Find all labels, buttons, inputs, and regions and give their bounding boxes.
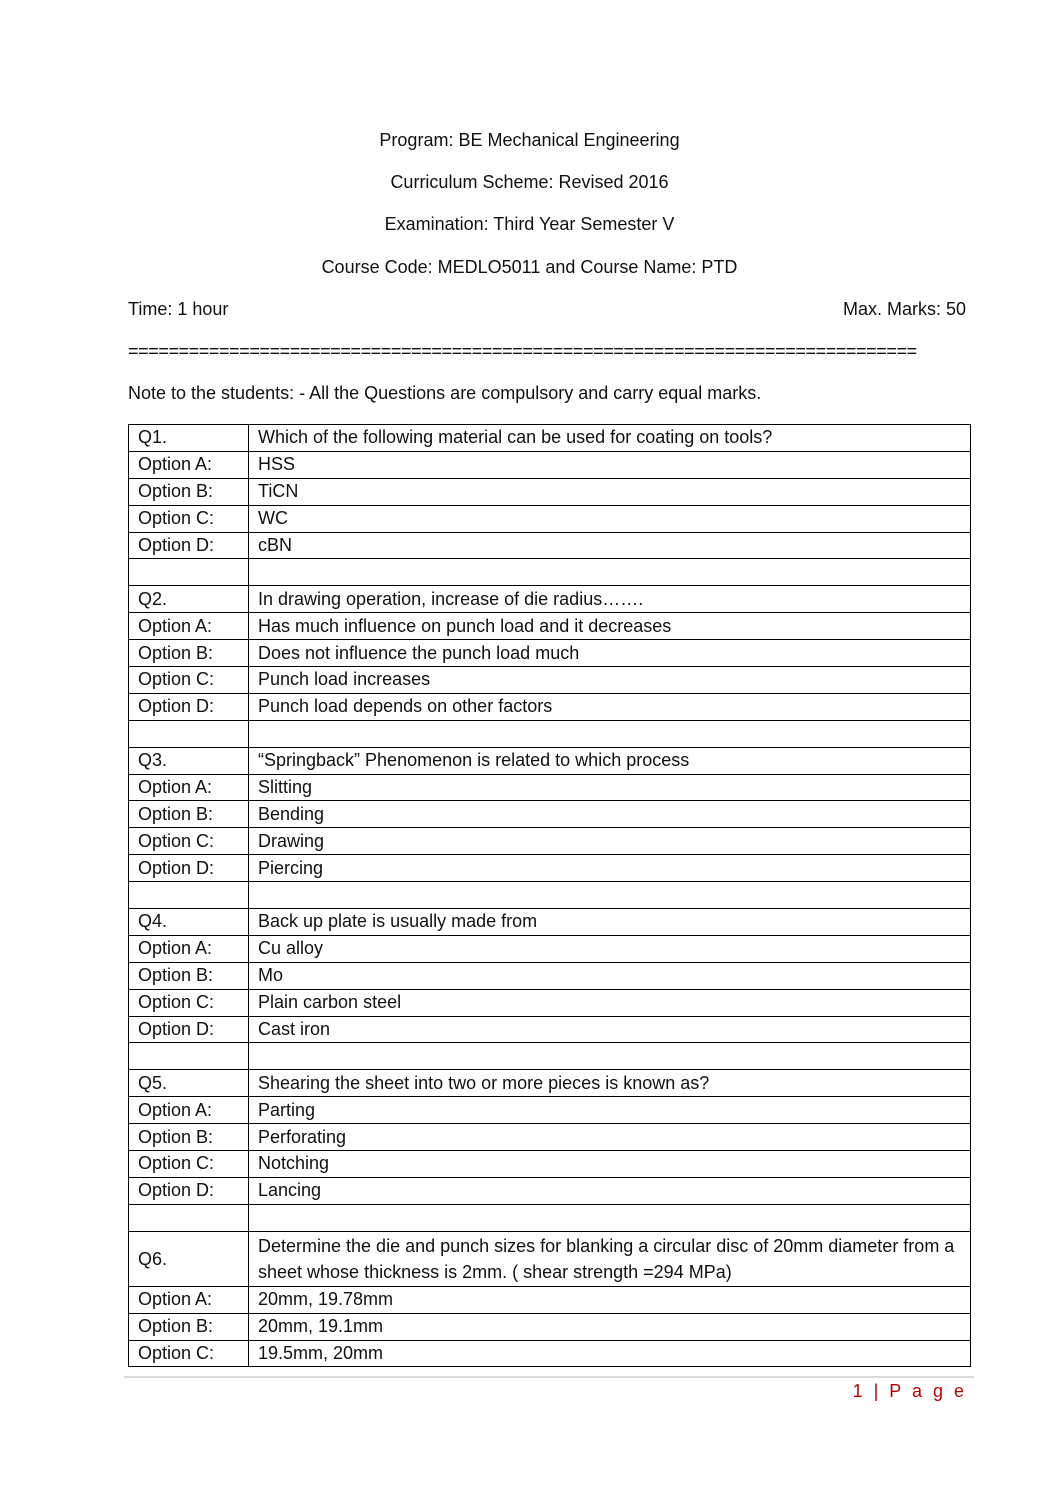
option-row xyxy=(129,1286,971,1313)
option-label: Option D: xyxy=(129,1016,249,1043)
blank-cell xyxy=(249,882,971,909)
option-row xyxy=(129,532,971,559)
time-label: Time: 1 hour xyxy=(128,299,229,319)
question-number: Q5. xyxy=(129,1070,249,1097)
option-text: HSS xyxy=(249,451,971,478)
question-number: Q3. xyxy=(129,747,249,774)
option-text: Parting xyxy=(249,1097,971,1124)
option-label: Option B: xyxy=(129,1124,249,1151)
question-text: “Springback” Phenomenon is related to which process xyxy=(249,747,971,774)
question-number: Q2. xyxy=(129,586,249,613)
student-note: Note to the students: - All the Questions are compulsory and carry equal marks. xyxy=(128,383,762,403)
option-row xyxy=(129,640,971,667)
option-row xyxy=(129,1340,971,1367)
option-row xyxy=(129,1124,971,1151)
max-marks-label: Max. Marks: 50 xyxy=(842,299,966,319)
option-label: Option C: xyxy=(129,1151,249,1178)
blank-row xyxy=(129,882,971,909)
option-text: Cast iron xyxy=(249,1016,971,1043)
option-text: Mo xyxy=(249,962,971,989)
option-text: Does not influence the punch load much xyxy=(249,640,971,667)
option-label: Option A: xyxy=(129,1097,249,1124)
question-number: Q6. xyxy=(129,1231,249,1286)
examination-line: Examination: Third Year Semester V xyxy=(384,214,675,234)
option-text: TiCN xyxy=(249,478,971,505)
option-label: Option B: xyxy=(129,478,249,505)
option-row xyxy=(129,962,971,989)
option-text: 20mm, 19.1mm xyxy=(249,1313,971,1340)
option-label: Option B: xyxy=(129,801,249,828)
question-row xyxy=(129,425,971,452)
option-label: Option A: xyxy=(129,1286,249,1313)
option-row xyxy=(129,667,971,694)
option-row xyxy=(129,505,971,532)
option-row xyxy=(129,693,971,720)
blank-row xyxy=(129,1043,971,1070)
option-label: Option C: xyxy=(129,667,249,694)
question-row xyxy=(129,747,971,774)
option-label: Option D: xyxy=(129,855,249,882)
option-row xyxy=(129,1016,971,1043)
blank-row xyxy=(129,720,971,747)
option-text: 20mm, 19.78mm xyxy=(249,1286,971,1313)
option-label: Option C: xyxy=(129,1340,249,1367)
option-text: Perforating xyxy=(249,1124,971,1151)
option-label: Option B: xyxy=(129,962,249,989)
option-row xyxy=(129,801,971,828)
option-text: Cu alloy xyxy=(249,935,971,962)
option-text: Plain carbon steel xyxy=(249,989,971,1016)
blank-cell xyxy=(129,882,249,909)
question-text: Back up plate is usually made from xyxy=(249,909,971,936)
blank-cell xyxy=(249,1043,971,1070)
question-row xyxy=(129,909,971,936)
option-row xyxy=(129,828,971,855)
option-label: Option C: xyxy=(129,505,249,532)
option-row xyxy=(129,451,971,478)
option-row xyxy=(129,1313,971,1340)
blank-row xyxy=(129,559,971,586)
option-label: Option B: xyxy=(129,1313,249,1340)
question-row xyxy=(129,586,971,613)
option-label: Option D: xyxy=(129,1177,249,1204)
option-text: Piercing xyxy=(249,855,971,882)
separator-line: ============================================================================== xyxy=(128,341,917,361)
course-line: Course Code: MEDLO5011 and Course Name: PTD xyxy=(321,257,738,277)
blank-row xyxy=(129,1204,971,1231)
question-number: Q4. xyxy=(129,909,249,936)
option-label: Option D: xyxy=(129,693,249,720)
option-row xyxy=(129,613,971,640)
question-number: Q1. xyxy=(129,425,249,452)
blank-cell xyxy=(249,1204,971,1231)
option-text: Punch load increases xyxy=(249,667,971,694)
question-text: Determine the die and punch sizes for blanking a circular disc of 20mm diameter from a sheet whose thickness is 2mm. ( shear strength =294 MPa) xyxy=(249,1231,971,1286)
option-text: 19.5mm, 20mm xyxy=(249,1340,971,1367)
blank-cell xyxy=(249,720,971,747)
option-label: Option A: xyxy=(129,451,249,478)
blank-cell xyxy=(129,720,249,747)
question-row xyxy=(129,1231,971,1286)
blank-cell xyxy=(249,559,971,586)
question-row xyxy=(129,1070,971,1097)
option-text: Punch load depends on other factors xyxy=(249,693,971,720)
option-row xyxy=(129,935,971,962)
option-row xyxy=(129,855,971,882)
scheme-line: Curriculum Scheme: Revised 2016 xyxy=(390,172,669,192)
option-row xyxy=(129,478,971,505)
question-text: In drawing operation, increase of die radius……. xyxy=(249,586,971,613)
option-row xyxy=(129,1097,971,1124)
option-label: Option D: xyxy=(129,532,249,559)
option-row xyxy=(129,1151,971,1178)
program-line: Program: BE Mechanical Engineering xyxy=(379,130,680,150)
option-row xyxy=(129,1177,971,1204)
option-row xyxy=(129,989,971,1016)
option-text: Has much influence on punch load and it decreases xyxy=(249,613,971,640)
option-text: Drawing xyxy=(249,828,971,855)
question-text: Which of the following material can be used for coating on tools? xyxy=(249,425,971,452)
option-text: Lancing xyxy=(249,1177,971,1204)
option-row xyxy=(129,774,971,801)
page-number: 1 | P a g e xyxy=(852,1381,967,1401)
option-label: Option C: xyxy=(129,828,249,855)
option-label: Option A: xyxy=(129,613,249,640)
option-label: Option C: xyxy=(129,989,249,1016)
question-text: Shearing the sheet into two or more pieces is known as? xyxy=(249,1070,971,1097)
option-label: Option A: xyxy=(129,935,249,962)
option-text: Slitting xyxy=(249,774,971,801)
option-text: Bending xyxy=(249,801,971,828)
option-label: Option A: xyxy=(129,774,249,801)
footer-rule xyxy=(124,1376,974,1378)
blank-cell xyxy=(129,559,249,586)
option-text: cBN xyxy=(249,532,971,559)
option-label: Option B: xyxy=(129,640,249,667)
blank-cell xyxy=(129,1043,249,1070)
questions-table xyxy=(128,424,971,1367)
option-text: WC xyxy=(249,505,971,532)
option-text: Notching xyxy=(249,1151,971,1178)
blank-cell xyxy=(129,1204,249,1231)
